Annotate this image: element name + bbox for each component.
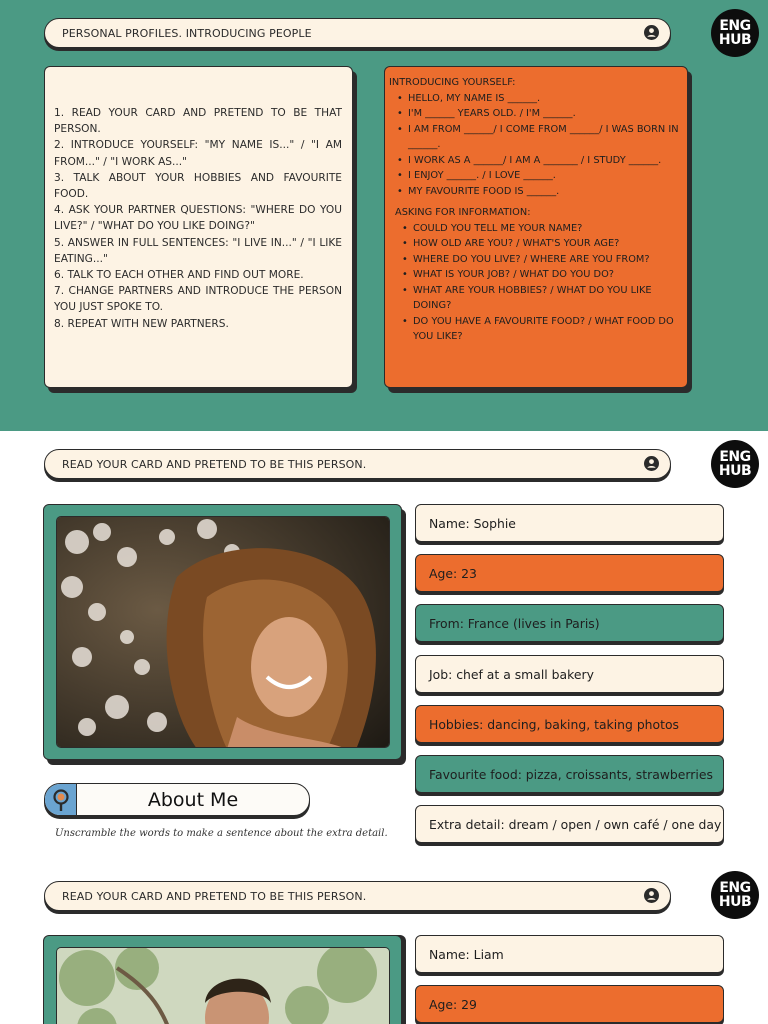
instruction-5: 5. ANSWER IN FULL SENTENCES: "I LIVE IN..." / "I LIKE EATING..." xyxy=(54,236,342,265)
introducing-list xyxy=(389,91,679,200)
enghub-logo xyxy=(711,871,759,919)
instruction-1: 1. READ YOUR CARD AND PRETEND TO BE THAT PERSON. xyxy=(54,107,342,136)
profile-field-job xyxy=(415,655,724,693)
card-header-text: READ YOUR CARD AND PRETEND TO BE THIS PERSON. xyxy=(62,889,367,903)
profile-field-favourite-food xyxy=(415,755,724,793)
introducing-item: • I ENJOY ______. / I LOVE ______. xyxy=(394,168,679,184)
introducing-item: • HELLO, MY NAME IS ______. xyxy=(394,91,679,107)
field-text: Name: Sophie xyxy=(429,515,516,531)
profile-field-name xyxy=(415,504,724,542)
instruction-8: 8. REPEAT WITH NEW PARTNERS. xyxy=(54,317,229,330)
about-me-title: About Me xyxy=(147,788,239,811)
card-header-sophie xyxy=(44,449,671,479)
user-icon xyxy=(644,888,659,903)
instruction-4: 4. ASK YOUR PARTNER QUESTIONS: "WHERE DO YOU LIVE?" / "WHAT DO YOU LIKE DOING?" xyxy=(54,204,342,233)
logo-line-1: ENG xyxy=(719,449,751,465)
profile-field-hobbies xyxy=(415,705,724,743)
about-me-hint: Unscramble the words to make a sentence about the extra detail. xyxy=(55,828,388,839)
asking-item: • HOW OLD ARE YOU? / WHAT'S YOUR AGE? xyxy=(399,236,679,252)
asking-item: • WHAT ARE YOUR HOBBIES? / WHAT DO YOU LIKE DOING? xyxy=(399,283,679,314)
enghub-logo xyxy=(711,440,759,488)
card-header-text: READ YOUR CARD AND PRETEND TO BE THIS PERSON. xyxy=(62,457,367,471)
profile-photo-liam xyxy=(56,947,390,1024)
asking-item: • DO YOU HAVE A FAVOURITE FOOD? / WHAT FOOD DO YOU LIKE? xyxy=(399,314,679,345)
instruction-7: 7. CHANGE PARTNERS AND INTRODUCE THE PERSON YOU JUST SPOKE TO. xyxy=(54,285,342,314)
user-icon xyxy=(644,25,659,40)
field-text: Favourite food: pizza, croissants, strawberries xyxy=(429,766,713,782)
asking-title: ASKING FOR INFORMATION: xyxy=(395,207,531,218)
asking-item: • COULD YOU TELL ME YOUR NAME? xyxy=(399,221,679,237)
profile-field-age xyxy=(415,985,724,1023)
logo-line-2: HUB xyxy=(718,894,752,910)
section-header-text: PERSONAL PROFILES. INTRODUCING PEOPLE xyxy=(62,26,312,40)
profile-field-extra-detail xyxy=(415,805,724,843)
instruction-3: 3. TALK ABOUT YOUR HOBBIES AND FAVOURITE FOOD. xyxy=(54,171,342,201)
profile-field-name xyxy=(415,935,724,973)
asking-item: • WHERE DO YOU LIVE? / WHERE ARE YOU FROM? xyxy=(399,252,679,268)
user-icon xyxy=(644,456,659,471)
about-me-bar xyxy=(44,783,310,816)
field-text: Name: Liam xyxy=(429,946,504,962)
profile-photo-frame xyxy=(43,935,402,1024)
asking-item: • WHAT IS YOUR JOB? / WHAT DO YOU DO? xyxy=(399,267,679,283)
enghub-logo xyxy=(711,9,759,57)
profile-field-age xyxy=(415,554,724,592)
logo-line-2: HUB xyxy=(718,463,752,479)
search-icon xyxy=(45,784,77,815)
instruction-6: 6. TALK TO EACH OTHER AND FIND OUT MORE. xyxy=(54,269,304,282)
asking-list xyxy=(389,221,679,345)
card-header-liam xyxy=(44,881,671,911)
profile-photo-sophie xyxy=(56,516,390,748)
logo-line-1: ENG xyxy=(719,18,751,34)
logo-line-2: HUB xyxy=(718,32,752,48)
introducing-title: INTRODUCING YOURSELF: xyxy=(389,77,516,88)
section-header-personal-profiles xyxy=(44,18,671,48)
field-text: Age: 29 xyxy=(429,996,477,1012)
profile-photo-frame xyxy=(43,504,402,760)
field-text: Hobbies: dancing, baking, taking photos xyxy=(429,716,680,732)
introducing-item: • I'M ______ YEARS OLD. / I'M ______. xyxy=(394,106,679,122)
logo-line-1: ENG xyxy=(719,880,751,896)
instruction-2: 2. INTRODUCE YOURSELF: "MY NAME IS..." / "I AM FROM..." / "I WORK AS..." xyxy=(54,139,342,168)
field-text: Extra detail: dream / open / own café / one day xyxy=(429,816,722,832)
introducing-item: • MY FAVOURITE FOOD IS ______. xyxy=(394,184,679,200)
field-text: From: France (lives in Paris) xyxy=(429,615,600,631)
field-text: Job: chef at a small bakery xyxy=(429,666,594,682)
introducing-item: • I AM FROM ______/ I COME FROM ______/ I WAS BORN IN ______. xyxy=(394,122,679,153)
field-text: Age: 23 xyxy=(429,565,477,581)
useful-phrases-card xyxy=(384,66,688,388)
instructions-card xyxy=(44,66,353,388)
profile-field-from xyxy=(415,604,724,642)
introducing-item: • I WORK AS A ______/ I AM A _______ / I STUDY ______. xyxy=(394,153,679,169)
